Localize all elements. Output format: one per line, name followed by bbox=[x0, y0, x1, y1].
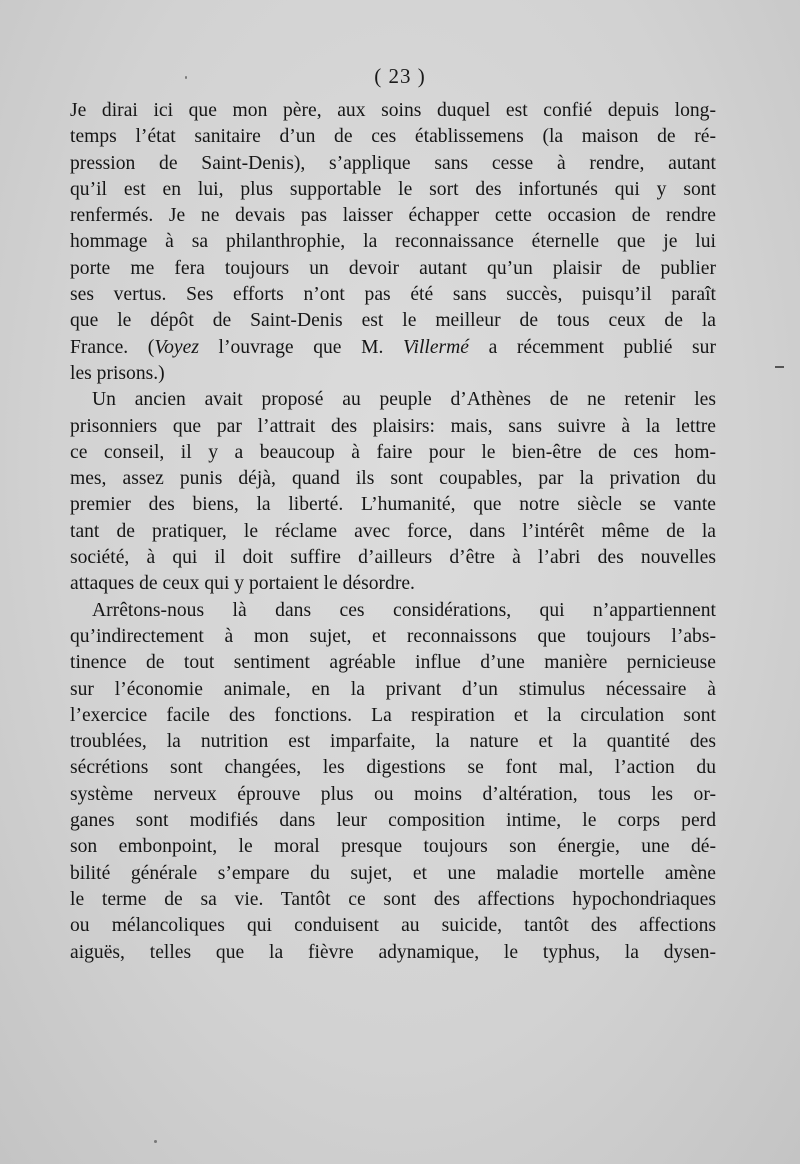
paper-speck bbox=[154, 1140, 157, 1143]
text-line: le terme de sa vie. Tantôt ce sont des affections hypochondriaques bbox=[70, 888, 716, 910]
text-line: Je dirai ici que mon père, aux soins duquel est confié depuis long- bbox=[70, 100, 716, 121]
citation-before: France. ( bbox=[70, 336, 155, 358]
citation-middle: l’ouvrage que M. bbox=[198, 336, 403, 358]
text-line: Un ancien avait proposé au peuple d’Athènes de ne retenir les bbox=[92, 389, 716, 411]
text-line: hommage à sa philanthrophie, la reconnaissance éternelle que je lui bbox=[70, 231, 716, 253]
text-line: pression de Saint-Denis), s’applique sans cesse à rendre, autant bbox=[70, 152, 716, 174]
text-line: qu’il est en lui, plus supportable le sort des infortunés qui y sont bbox=[70, 178, 716, 200]
text-line: tinence de tout sentiment agréable influe d’une manière pernicieuse bbox=[70, 652, 716, 674]
text-line-last: les prisons.) bbox=[70, 362, 165, 384]
citation-author: Villermé bbox=[402, 336, 469, 358]
text-line: sécrétions sont changées, les digestions se font mal, l’action du bbox=[70, 757, 716, 779]
text-line: troublées, la nutrition est imparfaite, la nature et la quantité des bbox=[70, 731, 716, 753]
paragraph-3 bbox=[70, 598, 716, 966]
text-line: son embonpoint, le moral presque toujours son énergie, une dé- bbox=[70, 836, 716, 858]
text-line-citation bbox=[70, 335, 716, 361]
text-line: sur l’économie animale, en la privant d’un stimulus nécessaire à bbox=[70, 678, 716, 700]
text-line: prisonniers que par l’attrait des plaisirs: mais, sans suivre à la lettre bbox=[70, 415, 716, 437]
text-line: Arrêtons-nous là dans ces considérations, qui n’appartiennent bbox=[92, 599, 716, 621]
text-line: porte me fera toujours un devoir autant qu’un plaisir de publier bbox=[70, 257, 716, 279]
text-line: l’exercice facile des fonctions. La respiration et la circulation sont bbox=[70, 704, 716, 726]
text-line: ou mélancoliques qui conduisent au suicide, tantôt des affections bbox=[70, 915, 716, 937]
text-line: ce conseil, il y a beaucoup à faire pour le bien-être de ces hom- bbox=[70, 441, 716, 463]
paragraph-2 bbox=[70, 387, 716, 597]
text-line: ses vertus. Ses efforts n’ont pas été sans succès, puisqu’il paraît bbox=[70, 284, 716, 306]
text-line: premier des biens, la liberté. L’humanité, que notre siècle se vante bbox=[70, 494, 716, 516]
text-line: ganes sont modifiés dans leur composition intime, le corps perd bbox=[70, 810, 716, 832]
text-line: que le dépôt de Saint-Denis est le meilleur de tous ceux de la bbox=[70, 310, 716, 332]
text-line: système nerveux éprouve plus ou moins d’altération, tous les or- bbox=[70, 783, 716, 805]
body-text bbox=[70, 98, 716, 966]
margin-mark bbox=[775, 366, 784, 368]
text-line: renfermés. Je ne devais pas laisser échapper cette occasion de rendre bbox=[70, 205, 716, 227]
text-line: aiguës, telles que la fièvre adynamique, le typhus, la dysen- bbox=[70, 941, 716, 963]
citation-voyez: Voyez bbox=[154, 336, 199, 358]
text-line: bilité générale s’empare du sujet, et une maladie mortelle amène bbox=[70, 862, 716, 884]
page-number: ( 23 ) bbox=[374, 64, 426, 88]
text-line: mes, assez punis déjà, quand ils sont coupables, par la privation du bbox=[70, 468, 716, 490]
citation-after: a récemment publié sur bbox=[469, 336, 716, 358]
text-line: société, à qui il doit suffire d’ailleurs d’être à l’abri des nouvelles bbox=[70, 547, 716, 569]
paper-speck bbox=[185, 76, 187, 79]
text-line: qu’indirectement à mon sujet, et reconnaissons que toujours l’abs- bbox=[70, 625, 716, 647]
paragraph-1 bbox=[70, 98, 716, 387]
text-line-last: attaques de ceux qui y portaient le désordre. bbox=[70, 573, 415, 595]
text-line: temps l’état sanitaire d’un de ces établissemens (la maison de ré- bbox=[70, 126, 716, 148]
text-line: tant de pratiquer, le réclame avec force, dans l’intérêt même de la bbox=[70, 520, 716, 542]
